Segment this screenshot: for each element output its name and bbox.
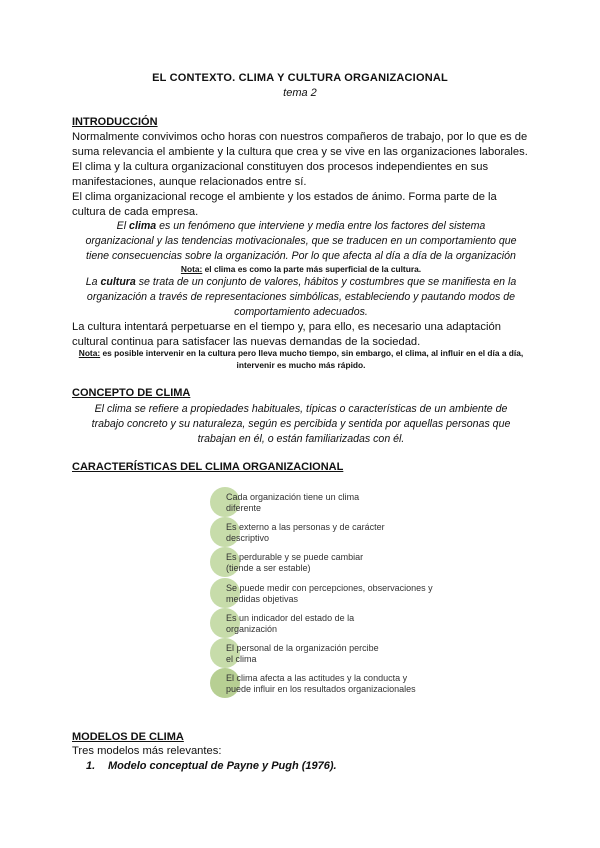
text-line: Se puede medir con percepciones, observaciones y: [226, 582, 433, 593]
list-item: [210, 578, 470, 608]
list-item: [210, 517, 470, 547]
list-item: [210, 487, 470, 517]
text-line: trabajo concreto y su naturaleza, según es percibida y sentida por aquellas personas que: [91, 417, 511, 430]
text-line: comportamiento adecuados.: [234, 305, 368, 318]
note-label: Nota:: [180, 264, 203, 274]
text-line: trabajan en él, o están familiarizadas con él.: [197, 432, 405, 445]
paragraph-intro-4: [72, 320, 532, 350]
text-line: puede influir en los resultados organizacionales: [226, 684, 416, 695]
text-fragment: El: [116, 220, 130, 232]
text-line: [66, 348, 536, 360]
list-item: [210, 608, 470, 638]
text-fragment: se trata de un conjunto de valores, hábitos y costumbres que se manifiesta en la: [135, 276, 517, 288]
text-line: tiene consecuencias sobre la organización. Por lo que afecta al día a día de la organización: [86, 249, 516, 262]
text-line: La cultura intentará perpetuarse en el tiempo y, para ello, es necesario una adaptación: [72, 321, 501, 333]
keyword-clima: clima: [129, 220, 157, 232]
document-title: EL CONTEXTO. CLIMA Y CULTURA ORGANIZACIONAL: [152, 72, 448, 84]
text-line: medidas objetivas: [226, 593, 299, 604]
text-line: El clima y la cultura organizacional constituyen dos procesos independientes en sus: [72, 161, 489, 173]
text-line: organizacional y las tendencias motivacionales, que se traducen en un comportamiento que: [85, 234, 517, 247]
note-label: Nota:: [78, 348, 101, 358]
text-line: suma relevancia el ambiente y la cultura que crea y se vive en las organizaciones laborales.: [72, 145, 528, 158]
list-item: [210, 547, 470, 577]
section-heading-caracteristicas: CARACTERÍSTICAS DEL CLIMA ORGANIZACIONAL: [72, 461, 344, 473]
list-item-text: [226, 643, 466, 665]
document-subtitle: tema 2: [283, 87, 317, 99]
text-line: intervenir es mucho más rápido.: [236, 359, 366, 370]
paragraph-modelos-intro: Tres modelos más relevantes:: [72, 745, 222, 757]
text-line: cultural continua para satisfacer las nuevas demandas de la sociedad.: [72, 335, 421, 348]
definition-clima: [66, 219, 536, 263]
paragraph-intro-3: [72, 190, 532, 220]
list-item-text: [226, 583, 466, 605]
note-cultura: [66, 348, 536, 371]
text-line: manifestaciones, aunque relacionados entre sí.: [72, 175, 307, 188]
text-line: organización: [226, 623, 278, 634]
text-line: El clima se refiere a propiedades habituales, típicas o características de un ambiente de: [94, 403, 508, 415]
section-heading-concepto: CONCEPTO DE CLIMA: [72, 387, 191, 399]
note-clima: [66, 264, 536, 276]
section-heading-introduccion: INTRODUCCIÓN: [72, 116, 158, 128]
text-line: diferente: [226, 503, 262, 513]
list-item-text: [226, 613, 466, 635]
text-line: El personal de la organización percibe: [226, 642, 379, 653]
item-number: 1.: [86, 760, 96, 772]
list-item-text: [226, 492, 466, 514]
list-item: [210, 668, 470, 698]
list-item: [210, 638, 470, 668]
text-line: cultura de cada empresa.: [72, 205, 199, 218]
text-line: el clima: [226, 653, 257, 664]
item-text: Modelo conceptual de Payne y Pugh (1976).: [108, 760, 337, 772]
text-line: (tiende a ser estable): [226, 563, 311, 574]
text-line: Cada organización tiene un clima: [226, 492, 360, 502]
list-item-text: [226, 673, 466, 695]
text-line: Es perdurable y se puede cambiar: [226, 552, 364, 563]
text-fragment: es un fenómeno que interviene y media entre los factores del sistema: [156, 220, 486, 232]
text-line: El clima afecta a las actitudes y la conducta y: [226, 673, 408, 684]
numbered-item: [86, 760, 337, 772]
paragraph-intro-1: [72, 130, 532, 160]
text-line: [66, 219, 536, 234]
list-item-text: [226, 552, 466, 574]
text-line: [66, 275, 536, 290]
keyword-cultura: cultura: [100, 276, 136, 288]
definition-concepto-clima: [66, 402, 536, 446]
text-fragment: La: [85, 276, 101, 288]
text-line: Normalmente convivimos ocho horas con nuestros compañeros de trabajo, por lo que es de: [72, 131, 528, 143]
text-line: descriptivo: [226, 533, 270, 544]
note-text: es posible intervenir en la cultura pero lleva mucho tiempo, sin embargo, el clima, al influir en el día a día,: [100, 348, 524, 358]
definition-cultura: [66, 275, 536, 319]
characteristics-list: [210, 487, 470, 698]
list-item-text: [226, 522, 466, 544]
text-line: El clima organizacional recoge el ambiente y los estados de ánimo. Forma parte de la: [72, 191, 497, 203]
text-line: organización a través de representaciones simbólicas, estableciendo y pautando modos de: [86, 290, 516, 303]
note-text: el clima es como la parte más superficial de la cultura.: [202, 264, 422, 274]
text-line: Es un indicador del estado de la: [226, 612, 355, 623]
paragraph-intro-2: [72, 160, 532, 190]
section-heading-modelos: MODELOS DE CLIMA: [72, 731, 184, 743]
text-line: Es externo a las personas y de carácter: [226, 522, 385, 533]
